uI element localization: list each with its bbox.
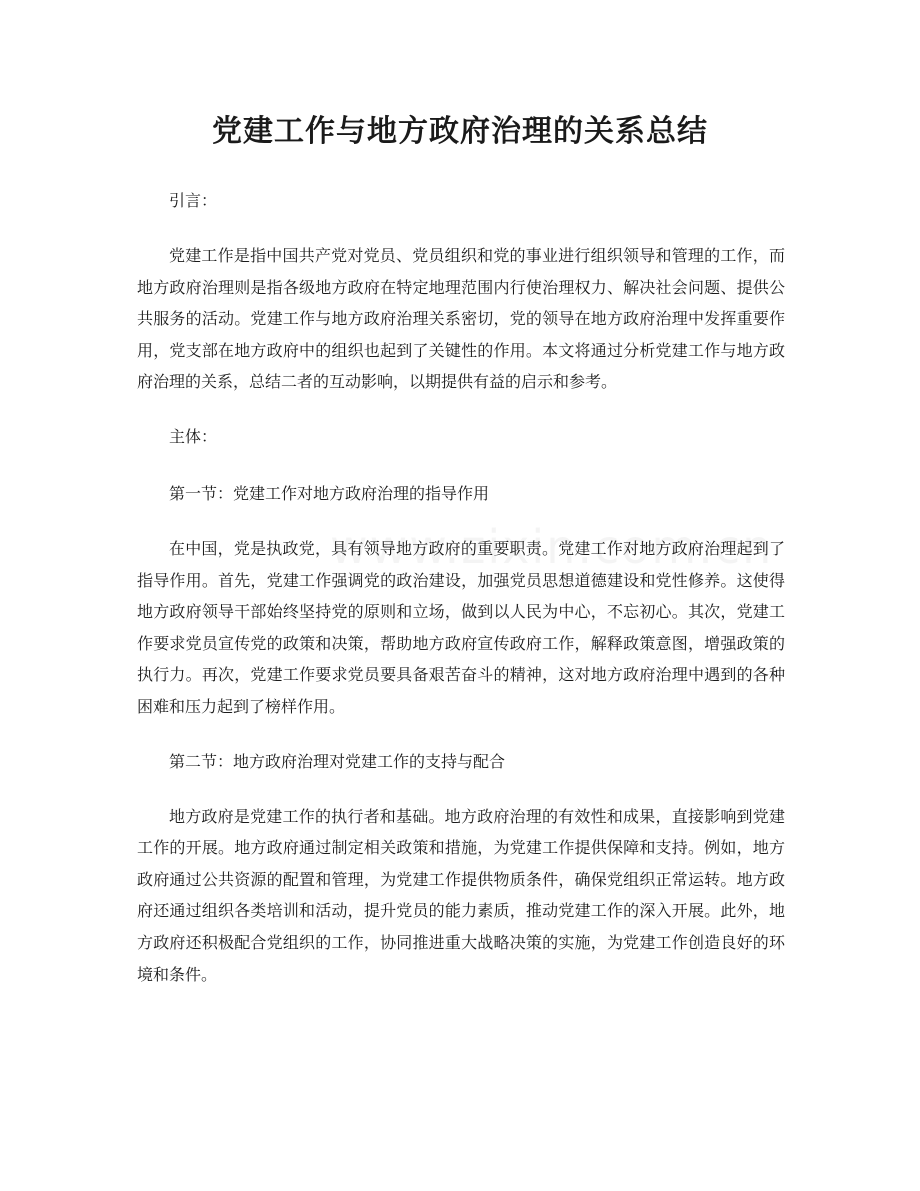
page-title: 党建工作与地方政府治理的关系总结 [212,114,708,149]
body-label: 主体： [169,426,218,446]
intro-paragraph: 党建工作是指中国共产党对党员、党员组织和党的事业进行组织领导和管理的工作，而地方政府治理则是指各级地方政府在特定地理范围内行使治理权力、解决社会问题、提供公共服务的活动。党建工作与地方政府治理关系密切，党的领导在地方政府治理中发挥重要作用，党支部在地方政府中的组织也起到了关键性的作用。本文将通过分析党建工作与地方政府治理的关系，总结二者的互动影响，以期提供有益的启示和参考。 [137,246,785,392]
section1-heading: 第一节：党建工作对地方政府治理的指导作用 [169,483,490,503]
section1-paragraph: 在中国，党是执政党，具有领导地方政府的重要职责。党建工作对地方政府治理起到了指导作用。首先，党建工作强调党的政治建设，加强党员思想道德建设和党性修养。这使得地方政府领导干部始终坚持党的原则和立场，做到以人民为中心，不忘初心。其次，党建工作要求党员宣传党的政策和决策，帮助地方政府宣传政府工作，解释政策意图，增强政策的执行力。再次，党建工作要求党员要具备艰苦奋斗的精神，这对地方政府治理中遇到的各种困难和压力起到了榜样作用。 [137,538,785,716]
section2-paragraph: 地方政府是党建工作的执行者和基础。地方政府治理的有效性和成果，直接影响到党建工作的开展。地方政府通过制定相关政策和措施，为党建工作提供保障和支持。例如，地方政府通过公共资源的配置和管理，为党建工作提供物质条件，确保党组织正常运转。地方政府还通过组织各类培训和活动，提升党员的能力素质，推动党建工作的深入开展。此外，地方政府还积极配合党组织的工作，协同推进重大战略决策的实施，为党建工作创造良好的环境和条件。 [137,806,785,984]
document-body [137,183,785,1011]
section2-heading: 第二节：地方政府治理对党建工作的支持与配合 [169,751,506,771]
intro-label: 引言： [169,191,218,210]
